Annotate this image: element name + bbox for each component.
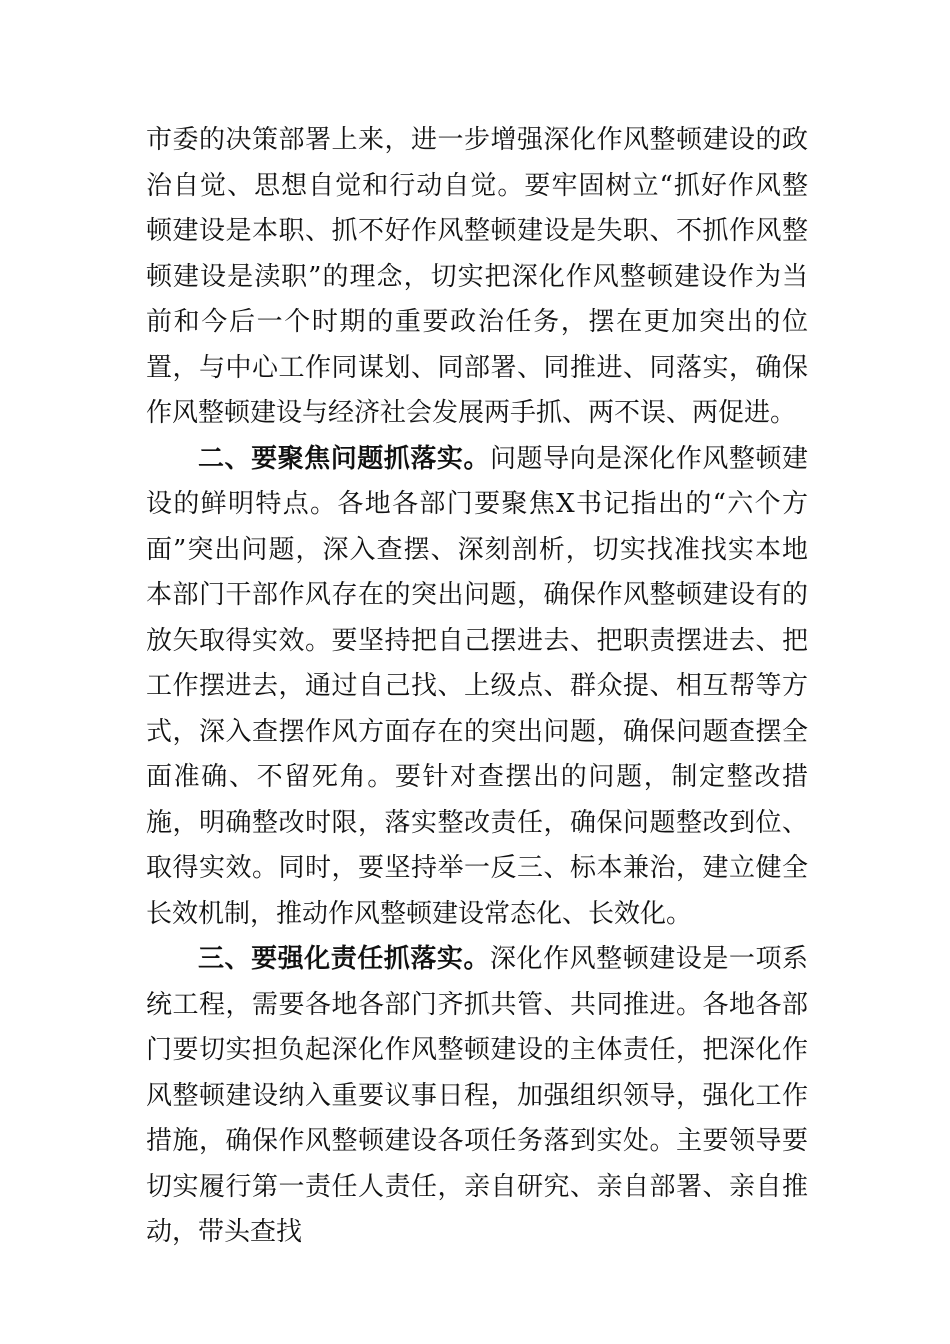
- paragraph-heading: 二、要聚焦问题抓落实。: [198, 443, 490, 474]
- document-body: [146, 118, 808, 1256]
- paragraph-focus-problems: [146, 437, 808, 938]
- paragraph-heading: 三、要强化责任抓落实。: [198, 944, 490, 974]
- paragraph-body: 问题导向是深化作风整顿建设的鲜明特点。各地各部门要聚焦X书记指出的“六个方面”突出问题，深入查摆、深刻剖析，切实找准找实本地本部门干部作风存在的突出问题，确保作风整顿建设有的放矢取得实效。要坚持把自己摆进去、把职责摆进去、把工作摆进去，通过自己找、上级点、群众提、相互帮等方式，深入查摆作风方面存在的突出问题，确保问题查摆全面准确、不留死角。要针对查摆出的问题，制定整改措施，明确整改时限，落实整改责任，确保问题整改到位、取得实效。同时，要坚持举一反三、标本兼治，建立健全长效机制，推动作风整顿建设常态化、长效化。: [146, 443, 808, 929]
- paragraph-body: 市委的决策部署上来，进一步增强深化作风整顿建设的政治自觉、思想自觉和行动自觉。要牢固树立“抓好作风整顿建设是本职、抓不好作风整顿建设是失职、不抓作风整顿建设是渎职”的理念，切实把深化作风整顿建设作为当前和今后一个时期的重要政治任务，摆在更加突出的位置，与中心工作同谋划、同部署、同推进、同落实，确保作风整顿建设与经济社会发展两手抓、两不误、两促进。: [146, 125, 808, 428]
- paragraph-body: 深化作风整顿建设是一项系统工程，需要各地各部门齐抓共管、共同推进。各地各部门要切实担负起深化作风整顿建设的主体责任，把深化作风整顿建设纳入重要议事日程，加强组织领导，强化工作措施，确保作风整顿建设各项任务落到实处。主要领导要切实履行第一责任人责任，亲自研究、亲自部署、亲自推动，带头查找: [146, 944, 808, 1247]
- paragraph-continued: [146, 118, 808, 437]
- paragraph-strengthen-responsibility: [146, 937, 808, 1256]
